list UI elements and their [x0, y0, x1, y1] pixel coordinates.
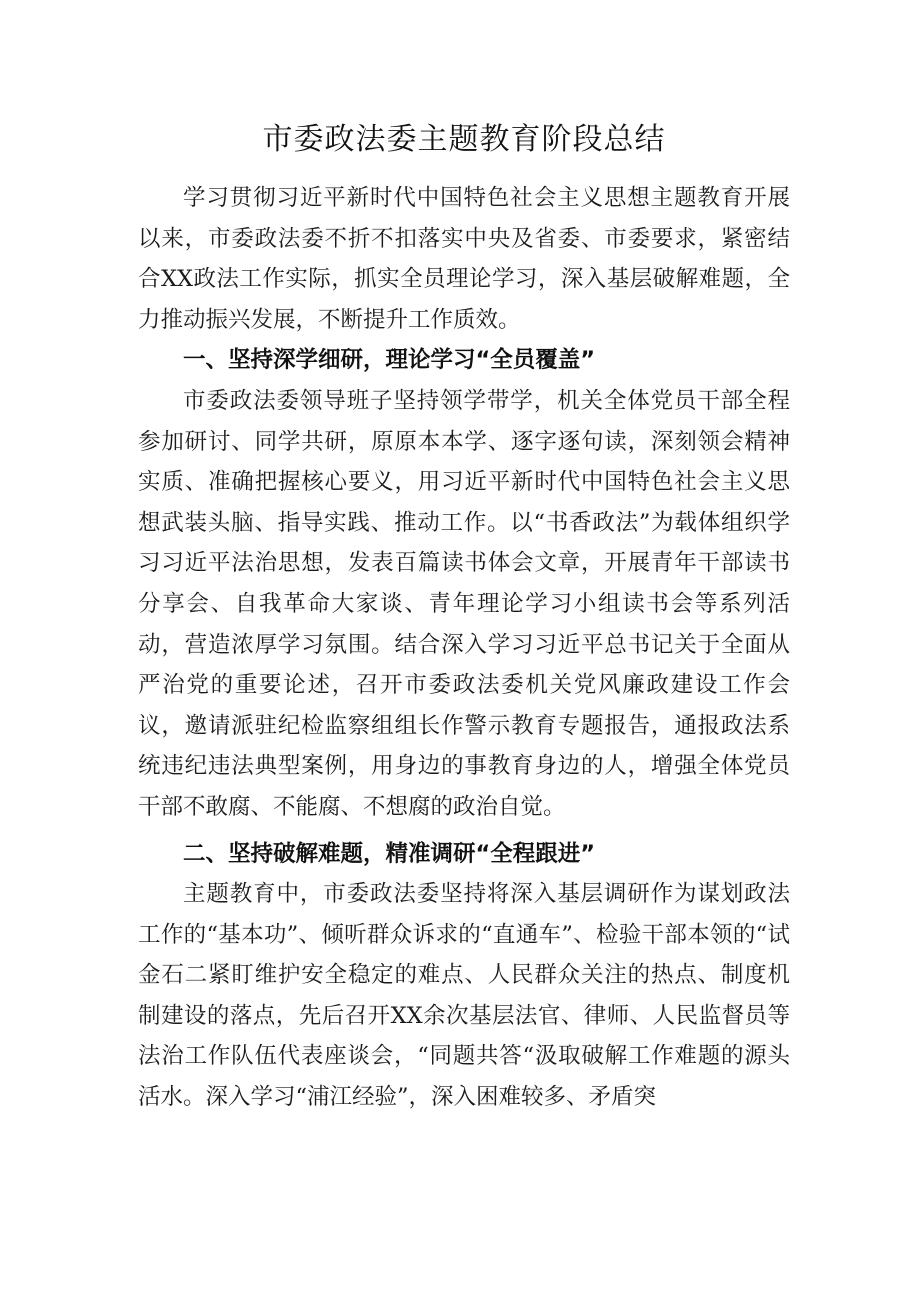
- intro-paragraph: 学习贯彻习近平新时代中国特色社会主义思想主题教育开展以来，市委政法委不折不扣落实中央及省委、市委要求，紧密结合XX政法工作实际，抓实全员理论学习，深入基层破解难题，全力推动振兴发展，不断提升工作质效。: [138, 185, 790, 333]
- section-1-paragraph: 市委政法委领导班子坚持领学带学，机关全体党员干部全程参加研讨、同学共研，原原本本学、逐字逐句读，深刻领会精神实质、准确把握核心要义，用习近平新时代中国特色社会主义思想武装头脑、指导实践、推动工作。以“书香政法”为载体组织学习习近平法治思想，发表百篇读书体会文章，开展青年干部读书分享会、自我革命大家谈、青年理论学习小组读书会等系列活动，营造浓厚学习氛围。结合深入学习习近平总书记关于全面从严治党的重要论述，召开市委政法委机关党风廉政建设工作会议，邀请派驻纪检监察组组长作警示教育专题报告，通报政法系统违纪违法典型案例，用身边的事教育身边的人，增强全体党员干部不敢腐、不能腐、不想腐的政治自觉。: [138, 387, 790, 820]
- document-body: [138, 116, 790, 1118]
- section-2-heading: 二、坚持破解难题，精准调研“全程跟进”: [183, 840, 596, 867]
- section-2-paragraph: 主题教育中，市委政法委坚持将深入基层调研作为谋划政法工作的“基本功”、倾听群众诉求的“直通车”、检验干部本领的“试金石二紧盯维护安全稳定的难点、人民群众关注的热点、制度机制建设的落点，先后召开XX余次基层法官、律师、人民监督员等法治工作队伍代表座谈会，“同题共答“汲取破解工作难题的源头活水。深入学习“浦江经验”，深入困难较多、矛盾突: [138, 881, 790, 1111]
- document-title: 市委政法委主题教育阶段总结: [262, 122, 666, 157]
- section-1-heading: 一、坚持深学细研，理论学习“全员覆盖”: [183, 347, 596, 374]
